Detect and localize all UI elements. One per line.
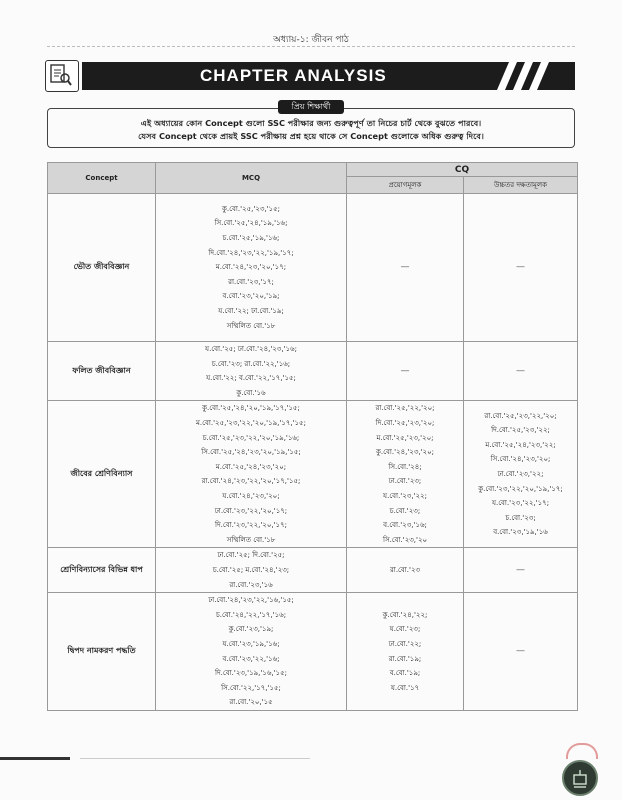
analysis-table	[47, 162, 578, 711]
cq-entry: চ.বো.'২৩;	[389, 506, 421, 515]
table-row	[48, 548, 578, 593]
cq-entry: ব.বো.'২৩,'১৬;	[383, 521, 427, 530]
mcq-entry: সি.বো.'২৫,'২৪,'১৯,'১৬;	[214, 219, 288, 228]
footer-rule	[0, 757, 70, 760]
table-row	[48, 401, 578, 548]
notice-tag: প্রিয় শিক্ষার্থী	[278, 100, 344, 114]
banner-stripes-icon	[483, 62, 553, 90]
mcq-entry: ম.বো.'২৪,'২৩,'২০,'১৭;	[215, 263, 287, 272]
mcq-entry: ব.বো.'২৩,'২২,'১৬;	[222, 654, 280, 663]
cq-entry: দি.বো.'২৫,'২৩,'২০;	[375, 419, 435, 427]
mcq-cell	[156, 194, 347, 342]
notice-line-1: এই অধ্যায়ের কোন Concept গুলো SSC পরীক্ষার জন্য গুরুত্বপূর্ণ তা নিচের চার্ট থেকে বুঝতে পারবে।	[140, 118, 482, 128]
cq-entry: য.বো.'২৩,'২২,'১৭;	[491, 499, 550, 508]
cq-application-cell	[347, 194, 464, 342]
mcq-entry: ঢা.বো.'২৫; দি.বো.'২৫;	[217, 551, 285, 560]
mcq-entry: চ.বো.'২৫; ম.বো.'২৪,'২৩;	[212, 565, 290, 574]
table-row	[48, 593, 578, 711]
mcq-entry: রা.বো.'২৩,'১৭;	[228, 277, 274, 286]
mcq-entry: রা.বো.'২৪,'২৩,'২২,'২০,'১৭,'১৫;	[201, 477, 301, 486]
mcq-entry: সি.বো.'২৫,'২৪,'২৩,'২০,'১৯,'১৫;	[201, 448, 301, 457]
mcq-entry: য.বো.'২২; ব.বো.'২২,'১৭,'১৫;	[206, 374, 296, 383]
mcq-entry: ম.বো.'২৫,'২৩,'২২,'২০,'১৯,'১৭,'১৫;	[196, 419, 306, 427]
mcq-entry: ব.বো.'২৩,'২০,'১৯;	[222, 292, 280, 301]
mcq-entry: চ.বো.'২৫,'১৯,'১৬;	[222, 234, 280, 243]
cq-entry: রা.বো.'২৫,'২৩,'২২,'২০;	[484, 411, 557, 420]
concept-cell: দ্বিপদ নামকরণ পদ্ধতি	[48, 593, 156, 711]
mcq-entry: কু.বো.'২৩,'১৯;	[228, 625, 274, 634]
cq-entry: দি.বো.'২৫,'২৩,'২২;	[491, 426, 550, 435]
concept-cell: শ্রেণিবিন্যাসের বিভিন্ন ধাপ	[48, 548, 156, 593]
cq-entry: রা.বো.'২৩	[389, 565, 421, 574]
cq-entry: সি.বো.'২৪,'২৩,'২০;	[490, 455, 551, 464]
header-concept: Concept	[48, 163, 156, 194]
mcq-entry: দি.বো.'২৪,'২৩,'২২,'১৯,'১৭;	[208, 248, 294, 257]
mcq-entry: রা.বো.'২৩,'১৬	[229, 580, 273, 589]
page-corner-arc	[566, 743, 598, 759]
notice-line-2: যেসব Concept থেকে প্রায়ই SSC পরীক্ষায় প্রশ্ন হয়ে থাকে সে Concept গুলোকে অধিক গুরুত্ব দিবে।	[138, 131, 484, 141]
header-cq-higher-skill: উচ্চতর দক্ষতামূলক	[464, 177, 578, 194]
cq-entry: রা.বো.'২৫,'২২,'২০;	[375, 404, 435, 413]
mcq-entry: কু.বো.'১৬	[236, 388, 266, 397]
cq-entry: ম.বো.'২৫,'২৪,'২৩,'২২;	[485, 440, 556, 449]
concept-cell: জীবের শ্রেণিবিন্যাস	[48, 401, 156, 548]
header-mcq: MCQ	[156, 163, 347, 194]
mcq-entry: দি.বো.'২৩,'১৯,'১৬,'১৫;	[215, 669, 287, 678]
cq-entry: কু.বো.'২৪,'২২;	[382, 610, 428, 619]
mcq-entry: দি.বো.'২৩,'২২,'২০,'১৭;	[214, 521, 288, 530]
mcq-entry: চ.বো.'২৩; রা.বো.'২২,'১৬;	[211, 359, 291, 368]
concept-cell: ভৌত জীববিজ্ঞান	[48, 194, 156, 342]
cq-application-cell	[347, 593, 464, 711]
mcq-entry: ঢা.বো.'২৪,'২৩,'২২,'১৬,'১৫;	[208, 596, 294, 605]
mcq-entry: চ.বো.'২৪,'২২,'১৭,'১৬;	[215, 610, 287, 619]
cq-higher-skill-cell	[464, 593, 578, 711]
mcq-entry: য.বো.'২৪,'২৩,'২০;	[222, 491, 280, 500]
cq-entry: সি.বো.'২৩,'২০	[382, 535, 428, 544]
cq-entry: রা.বো.'১৯;	[388, 654, 422, 663]
cq-entry: —	[516, 365, 525, 376]
cq-entry: —	[516, 262, 525, 273]
table-row	[48, 194, 578, 342]
mcq-entry: কু.বো.'২৫,'২৩,'১৫;	[222, 204, 280, 213]
cq-entry: কু.বো.'২৪,'২৩,'২০;	[376, 448, 434, 457]
concept-cell: ফলিত জীববিজ্ঞান	[48, 342, 156, 401]
mcq-cell	[156, 593, 347, 711]
header-cq: CQ	[347, 163, 578, 177]
cq-entry: য.বো.'১৭	[390, 683, 420, 692]
cq-entry: চ.বো.'২৩;	[505, 513, 536, 522]
mcq-cell	[156, 401, 347, 548]
publisher-logo-icon	[562, 760, 598, 796]
cq-higher-skill-cell	[464, 194, 578, 342]
chapter-analysis-banner	[82, 62, 575, 90]
chapter-header: অধ্যায়-১: জীবন পাঠ	[273, 35, 349, 45]
cq-entry: য.বো.'২৩,'২২;	[383, 491, 427, 500]
cq-entry: ব.বো.'২৩,'১৯,'১৬	[493, 528, 548, 537]
header-cq-application: প্রয়োগমূলক	[347, 177, 464, 194]
mcq-entry: চ.বো.'২৫,'২৩,'২২,'২০,'১৯,'১৬;	[202, 433, 300, 442]
header-divider	[47, 46, 575, 47]
cq-entry: —	[400, 262, 410, 273]
cq-application-cell	[347, 401, 464, 548]
cq-higher-skill-cell	[464, 548, 578, 593]
cq-entry: সি.বো.'২৪;	[388, 462, 422, 471]
footer-rule-thin	[80, 758, 310, 759]
cq-entry: ব.বো.'১৯;	[389, 669, 421, 678]
mcq-entry: রা.বো.'২০,'১৫	[229, 698, 273, 707]
table-row	[48, 342, 578, 401]
cq-entry: কু.বো.'২৩,'২২,'২০,'১৯,'১৭;	[478, 484, 563, 493]
mcq-entry: য.বো.'২৫; ঢা.বো.'২৪,'২৩,'১৬;	[205, 345, 297, 353]
mcq-entry: য.বো.'২৩,'১৯,'১৬;	[222, 639, 280, 648]
mcq-entry: সম্মিলিত বো.'১৮	[226, 321, 276, 330]
cq-entry: —	[400, 365, 410, 376]
mcq-cell	[156, 342, 347, 401]
mcq-entry: কু.বো.'২৫,'২৪,'২০,'১৯,'১৭,'১৫;	[202, 404, 300, 413]
cq-entry: ঢা.বো.'২২;	[388, 639, 422, 648]
cq-higher-skill-cell	[464, 342, 578, 401]
mcq-cell	[156, 548, 347, 593]
notice-box	[47, 108, 575, 148]
cq-entry: —	[516, 646, 525, 657]
mcq-entry: ম.বো.'২৫,'২৪,'২৩,'২০;	[215, 462, 287, 471]
mcq-entry: সি.বো.'২২,'১৭,'১৫;	[221, 683, 281, 692]
cq-entry: ম.বো.'২৫,'২৩,'২০;	[376, 433, 434, 442]
mcq-entry: ঢা.বো.'২৩,'২২,'২০,'১৭;	[214, 506, 288, 515]
cq-entry: ঢা.বো.'২৩;	[388, 477, 422, 486]
cq-entry: —	[516, 564, 525, 575]
cq-higher-skill-cell	[464, 401, 578, 548]
cq-entry: ঢা.বো.'২৩,'২২;	[497, 470, 544, 479]
mcq-entry: সম্মিলিত বো.'১৮	[226, 535, 276, 544]
mcq-entry: য.বো.'২২; ঢা.বো.'১৯;	[218, 306, 284, 315]
document-analysis-icon	[45, 60, 79, 92]
cq-application-cell	[347, 548, 464, 593]
cq-application-cell	[347, 342, 464, 401]
banner-title: CHAPTER ANALYSIS	[200, 66, 387, 85]
cq-entry: য.বো.'২৩;	[389, 625, 421, 634]
